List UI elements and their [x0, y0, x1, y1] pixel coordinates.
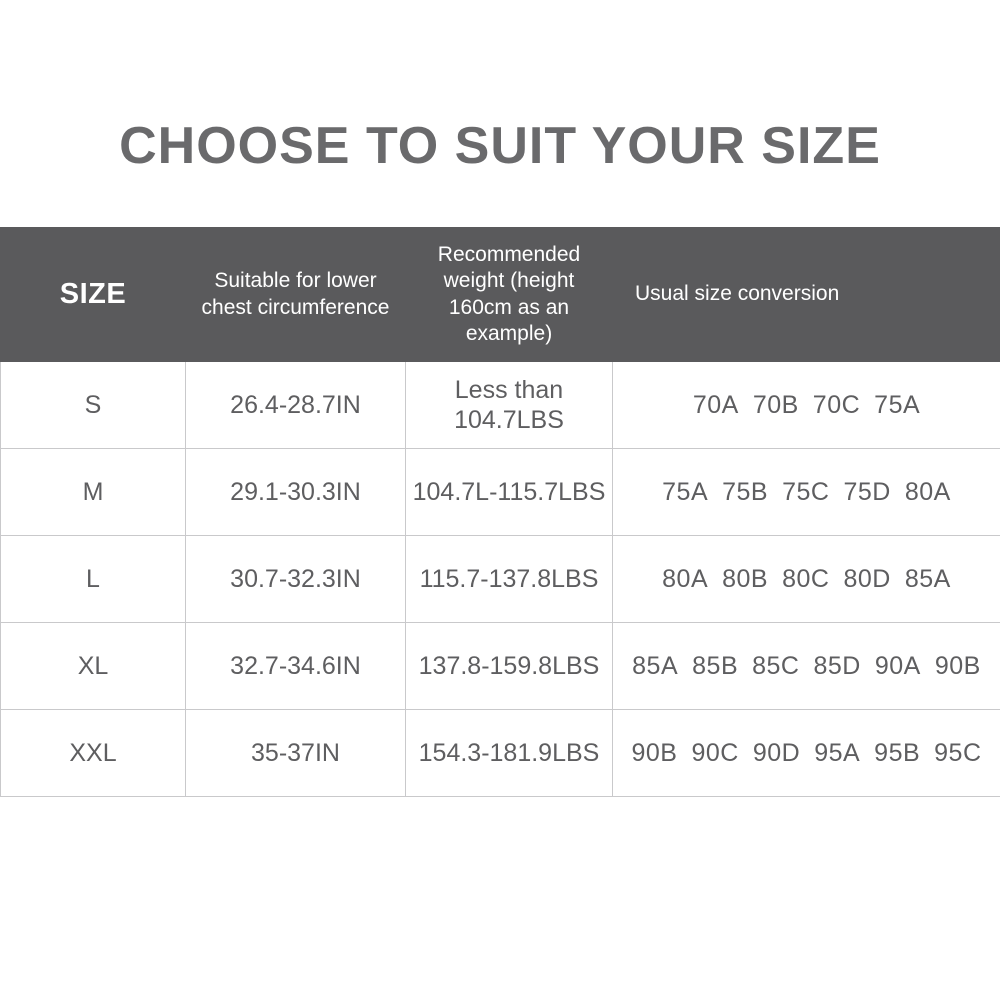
table-body	[1, 362, 1000, 797]
conversion-code: 70A	[692, 390, 739, 419]
conversion-code: 95A	[814, 738, 861, 767]
size-table-container	[0, 227, 1000, 797]
size-table	[0, 227, 1000, 797]
cell-size: XL	[1, 623, 186, 710]
conversion-code: 75A	[662, 477, 709, 506]
table-row	[1, 710, 1000, 797]
conversion-code: 95C	[934, 738, 982, 767]
conversion-code: 95B	[874, 738, 921, 767]
conversion-code: 80A	[662, 564, 709, 593]
conversion-list-3	[625, 651, 988, 682]
conversion-code: 85C	[752, 651, 800, 680]
conversion-code: 90C	[691, 738, 739, 767]
page-title: CHOOSE TO SUIT YOUR SIZE	[119, 117, 881, 175]
cell-size: L	[1, 536, 186, 623]
cell-conversion	[613, 362, 1000, 449]
conversion-code: 85B	[692, 651, 739, 680]
conversion-list-4	[624, 738, 988, 769]
conversion-code: 75A	[874, 390, 921, 419]
table-header-row	[1, 228, 1000, 362]
conversion-code: 70C	[812, 390, 861, 419]
cell-weight: 104.7L-115.7LBS	[406, 449, 613, 536]
table-row	[1, 449, 1000, 536]
conversion-code: 80D	[843, 564, 891, 593]
cell-chest: 30.7-32.3IN	[186, 536, 406, 623]
conversion-code: 85A	[632, 651, 679, 680]
conversion-code: 80A	[904, 477, 951, 506]
conversion-list-0	[686, 390, 927, 421]
conversion-code: 85A	[904, 564, 951, 593]
cell-weight: 115.7-137.8LBS	[406, 536, 613, 623]
cell-size: XXL	[1, 710, 186, 797]
cell-weight: Less than 104.7LBS	[406, 362, 613, 449]
conversion-code: 80C	[782, 564, 830, 593]
cell-chest: 35-37IN	[186, 710, 406, 797]
table-row	[1, 623, 1000, 710]
cell-conversion	[613, 710, 1000, 797]
conversion-code: 90B	[631, 738, 678, 767]
conversion-code: 80B	[722, 564, 769, 593]
conversion-code: 70B	[752, 390, 799, 419]
cell-conversion	[613, 623, 1000, 710]
cell-conversion	[613, 536, 1000, 623]
conversion-list-1	[655, 477, 958, 508]
header-recommended-weight: Recommended weight (height 160cm as an example)	[406, 228, 613, 362]
table-header	[1, 228, 1000, 362]
cell-conversion	[613, 449, 1000, 536]
header-chest-circumference: Suitable for lower chest circumference	[186, 228, 406, 362]
conversion-code: 75B	[722, 477, 769, 506]
cell-size: S	[1, 362, 186, 449]
conversion-code: 90A	[874, 651, 921, 680]
conversion-code: 90B	[934, 651, 981, 680]
header-size: SIZE	[1, 228, 186, 362]
cell-chest: 26.4-28.7IN	[186, 362, 406, 449]
conversion-code: 90D	[752, 738, 801, 767]
table-row	[1, 536, 1000, 623]
cell-chest: 32.7-34.6IN	[186, 623, 406, 710]
cell-weight: 137.8-159.8LBS	[406, 623, 613, 710]
conversion-code: 85D	[813, 651, 861, 680]
cell-weight: 154.3-181.9LBS	[406, 710, 613, 797]
conversion-code: 75C	[782, 477, 830, 506]
conversion-code: 75D	[843, 477, 891, 506]
table-row	[1, 362, 1000, 449]
cell-chest: 29.1-30.3IN	[186, 449, 406, 536]
header-size-conversion: Usual size conversion	[613, 228, 1000, 362]
conversion-list-2	[655, 564, 958, 595]
cell-size: M	[1, 449, 186, 536]
